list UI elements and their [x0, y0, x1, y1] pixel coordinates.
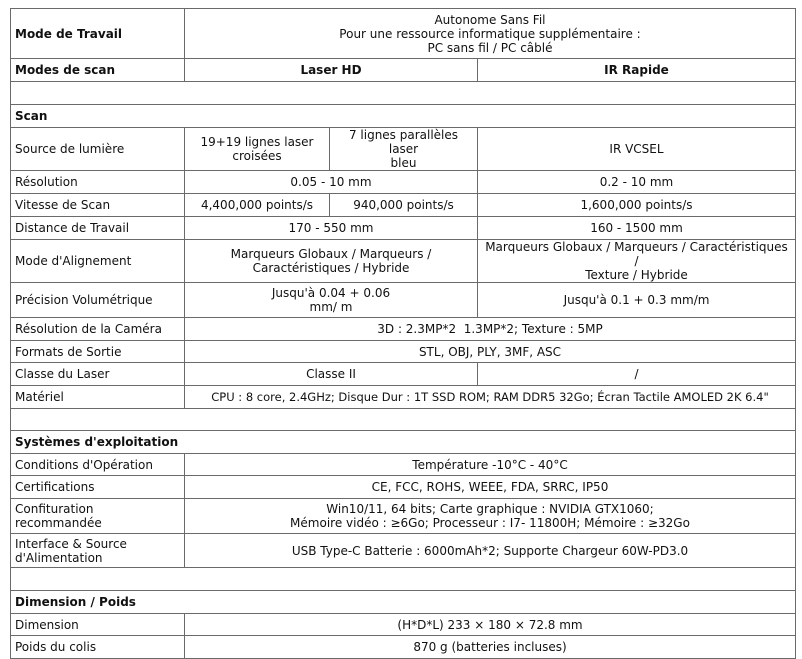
label-vitesse: Vitesse de Scan [11, 194, 185, 217]
value-precision-ir: Jusqu'à 0.1 + 0.3 mm/m [478, 283, 796, 318]
value-formats: STL, OBJ, PLY, 3MF, ASC [185, 341, 796, 363]
value-distance-laser: 170 - 550 mm [185, 217, 478, 240]
section-systemes: Systèmes d'exploitation [11, 431, 796, 454]
label-source: Source de lumière [11, 128, 185, 171]
value-precision-laser: Jusqu'à 0.04 + 0.06 mm/ m [185, 283, 478, 318]
label-resolution: Résolution [11, 171, 185, 194]
label-conditions: Conditions d'Opération [11, 454, 185, 476]
row-section-systemes [11, 431, 796, 454]
row-formats [11, 341, 796, 363]
row-resolution [11, 171, 796, 194]
row-section-scan [11, 105, 796, 128]
value-mode-travail: Autonome Sans Fil Pour une ressource informatique supplémentaire : PC sans fil / PC câblé [185, 9, 796, 59]
row-interface [11, 534, 796, 568]
value-camera: 3D : 2.3MP*2 1.3MP*2; Texture : 5MP [185, 318, 796, 341]
value-interface: USB Type-C Batterie : 6000mAh*2; Supporte Chargeur 60W-PD3.0 [185, 534, 796, 568]
row-poids [11, 636, 796, 659]
value-source-3: IR VCSEL [478, 128, 796, 171]
row-conditions [11, 454, 796, 476]
label-materiel: Matériel [11, 386, 185, 409]
value-materiel: CPU : 8 core, 2.4GHz; Disque Dur : 1T SSD ROM; RAM DDR5 32Go; Écran Tactile AMOLED 2K 6.4" [185, 386, 796, 409]
header-ir-rapide: IR Rapide [478, 59, 796, 82]
blank-cell [11, 568, 796, 591]
header-laser-hd: Laser HD [185, 59, 478, 82]
row-distance [11, 217, 796, 240]
value-distance-ir: 160 - 1500 mm [478, 217, 796, 240]
row-mode-travail [11, 9, 796, 59]
label-alignement: Mode d'Alignement [11, 240, 185, 283]
row-dimension [11, 614, 796, 636]
row-materiel [11, 386, 796, 409]
row-source [11, 128, 796, 171]
label-classe: Classe du Laser [11, 363, 185, 386]
label-certifications: Certifications [11, 476, 185, 499]
value-vitesse-2: 940,000 points/s [330, 194, 478, 217]
label-formats: Formats de Sortie [11, 341, 185, 363]
value-certifications: CE, FCC, ROHS, WEEE, FDA, SRRC, IP50 [185, 476, 796, 499]
label-precision: Précision Volumétrique [11, 283, 185, 318]
value-vitesse-1: 4,400,000 points/s [185, 194, 330, 217]
row-modes-scan [11, 59, 796, 82]
row-camera [11, 318, 796, 341]
section-dimension: Dimension / Poids [11, 591, 796, 614]
row-blank [11, 568, 796, 591]
value-resolution-ir: 0.2 - 10 mm [478, 171, 796, 194]
value-conditions: Température -10°C - 40°C [185, 454, 796, 476]
blank-cell [11, 409, 796, 431]
row-config [11, 499, 796, 534]
value-alignement-ir: Marqueurs Globaux / Marqueurs / Caractéristiques / Texture / Hybride [478, 240, 796, 283]
value-poids: 870 g (batteries incluses) [185, 636, 796, 659]
row-certifications [11, 476, 796, 499]
label-interface: Interface & Source d'Alimentation [11, 534, 185, 568]
value-classe-laser: Classe II [185, 363, 478, 386]
row-blank [11, 82, 796, 105]
label-mode-travail: Mode de Travail [11, 9, 185, 59]
value-alignement-laser: Marqueurs Globaux / Marqueurs / Caractéristiques / Hybride [185, 240, 478, 283]
value-source-1: 19+19 lignes laser croisées [185, 128, 330, 171]
value-vitesse-3: 1,600,000 points/s [478, 194, 796, 217]
label-camera: Résolution de la Caméra [11, 318, 185, 341]
row-alignement [11, 240, 796, 283]
label-poids: Poids du colis [11, 636, 185, 659]
row-classe [11, 363, 796, 386]
value-source-2: 7 lignes parallèles laser bleu [330, 128, 478, 171]
row-section-dimension [11, 591, 796, 614]
row-blank [11, 409, 796, 431]
value-classe-ir: / [478, 363, 796, 386]
value-resolution-laser: 0.05 - 10 mm [185, 171, 478, 194]
label-distance: Distance de Travail [11, 217, 185, 240]
row-vitesse [11, 194, 796, 217]
section-scan: Scan [11, 105, 796, 128]
blank-cell [11, 82, 796, 105]
label-config: Confituration recommandée [11, 499, 185, 534]
spec-table [10, 8, 796, 659]
value-dimension: (H*D*L) 233 × 180 × 72.8 mm [185, 614, 796, 636]
value-config: Win10/11, 64 bits; Carte graphique : NVIDIA GTX1060; Mémoire vidéo : ≥6Go; Processeur : I7- 11800H; Mémoire : ≥32Go [185, 499, 796, 534]
row-precision [11, 283, 796, 318]
label-modes-scan: Modes de scan [11, 59, 185, 82]
label-dimension: Dimension [11, 614, 185, 636]
